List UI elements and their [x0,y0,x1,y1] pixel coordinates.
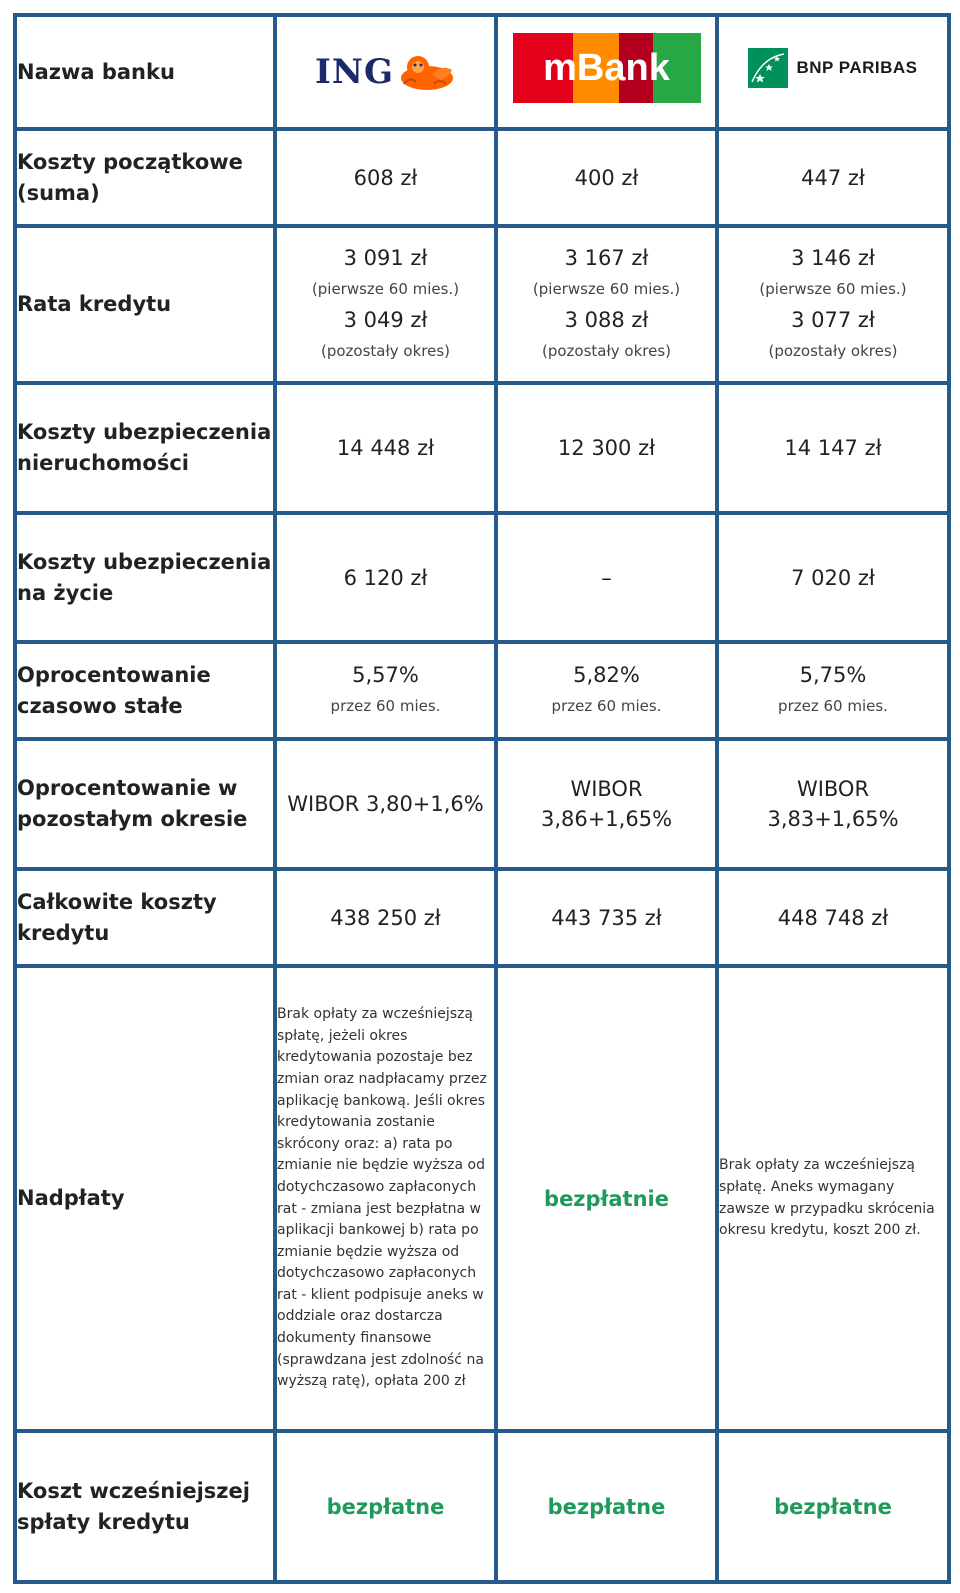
row-label: Koszt wcześniejszej spłaty kredytu [15,1431,275,1582]
cell-ing: 6 120 zł [275,513,496,642]
row-label: Rata kredytu [15,226,275,383]
row-fixed-rate [15,642,949,739]
bank-comparison-table [13,13,951,1584]
row-initial-costs [15,129,949,226]
lion-icon [398,52,456,92]
cell-mbank: – [496,513,717,642]
rate-period: przez 60 mies. [330,696,441,715]
bnp-logo-text: BNP PARIBAS [796,58,918,77]
rest-installment-note: (pozostały okres) [768,341,898,360]
free-badge: bezpłatnie [544,1186,669,1211]
stars-icon [748,48,788,88]
cell-ing [275,642,496,739]
bnp-logo-cell [717,15,949,129]
row-early-repayment [15,1431,949,1582]
row-rest-rate [15,739,949,869]
cell-bnp: 14 147 zł [717,383,949,513]
header-row [15,15,949,129]
mbank-logo-cell [496,15,717,129]
row-overpayments [15,966,949,1431]
row-property-insurance [15,383,949,513]
mbank-logo [513,33,701,103]
ing-logo-cell [275,15,496,129]
cell-mbank [496,1431,717,1582]
cell-bnp [717,226,949,383]
first-installment-note: (pierwsze 60 mies.) [311,279,460,298]
cell-mbank [496,966,717,1431]
cell-ing [275,1431,496,1582]
row-total-cost [15,869,949,966]
row-label: Oprocentowanie czasowo stałe [15,642,275,739]
row-label: Oprocentowanie w pozostałym okresie [15,739,275,869]
free-badge: bezpłatne [774,1494,892,1519]
rate-value: 5,82% [573,662,640,687]
cell-ing: WIBOR 3,80+1,6% [275,739,496,869]
free-badge: bezpłatne [547,1494,666,1519]
row-label: Koszty ubezpieczenia na życie [15,513,275,642]
bnp-logo [748,48,917,88]
cell-ing: 438 250 zł [275,869,496,966]
cell-mbank: WIBOR 3,86+1,65% [496,739,717,869]
row-label: Koszty początkowe (suma) [15,129,275,226]
rest-installment: 3 077 zł [791,307,875,332]
rest-installment: 3 088 zł [564,307,649,332]
cell-bnp: Brak opłaty za wcześniejszą spłatę. Aneks wymagany zawsze w przypadku skrócenia okresu kredytu, koszt 200 zł. [717,966,949,1431]
first-installment: 3 146 zł [791,245,875,270]
row-life-insurance [15,513,949,642]
row-label: Całkowite koszty kredytu [15,869,275,966]
rate-value: 5,57% [352,662,419,687]
cell-ing: 14 448 zł [275,383,496,513]
rate-period: przez 60 mies. [551,696,662,715]
cell-bnp [717,642,949,739]
mbank-logo-text: mBank [543,47,670,89]
rest-installment-note: (pozostały okres) [321,341,450,360]
rate-value: 5,75% [799,662,867,687]
first-installment: 3 091 zł [343,245,428,270]
row-installment [15,226,949,383]
cell-mbank: 443 735 zł [496,869,717,966]
cell-bnp [717,1431,949,1582]
cell-mbank: 400 zł [496,129,717,226]
free-badge: bezpłatne [326,1494,445,1519]
row-label: Koszty ubezpieczenia nieruchomości [15,383,275,513]
first-installment: 3 167 zł [564,245,649,270]
cell-ing [275,226,496,383]
cell-bnp: 447 zł [717,129,949,226]
ing-logo-text: ING [314,52,395,92]
cell-mbank [496,226,717,383]
first-installment-note: (pierwsze 60 mies.) [532,279,681,298]
cell-mbank: 12 300 zł [496,383,717,513]
cell-mbank [496,642,717,739]
rest-installment: 3 049 zł [343,307,428,332]
cell-ing: Brak opłaty za wcześniejszą spłatę, jeżeli okres kredytowania pozostaje bez zmian oraz nadpłacamy przez aplikację bankową. Jeśli okres kredytowania zostanie skrócony oraz: a) rata po zmianie nie będzie wyższa od dotychczasowo zapłaconych rat - zmiana jest bezpłatna w aplikacji bankowej b) rata po zmianie będzie wyższa od dotychczasowo zapłaconych rat - klient podpisuje aneks w oddziale oraz dostarcza dokumenty finansowe (sprawdzana jest zdolność na wyższą ratę), opłata 200 zł [275,966,496,1431]
cell-bnp: WIBOR 3,83+1,65% [717,739,949,869]
cell-bnp: 7 020 zł [717,513,949,642]
comparison-table-wrapper [13,13,947,1580]
cell-ing: 608 zł [275,129,496,226]
rest-installment-note: (pozostały okres) [542,341,671,360]
first-installment-note: (pierwsze 60 mies.) [759,279,907,298]
ing-logo [315,52,456,92]
rate-period: przez 60 mies. [778,696,888,715]
cell-bnp: 448 748 zł [717,869,949,966]
row-label: Nadpłaty [15,966,275,1431]
row-label-bank-name: Nazwa banku [15,15,275,129]
